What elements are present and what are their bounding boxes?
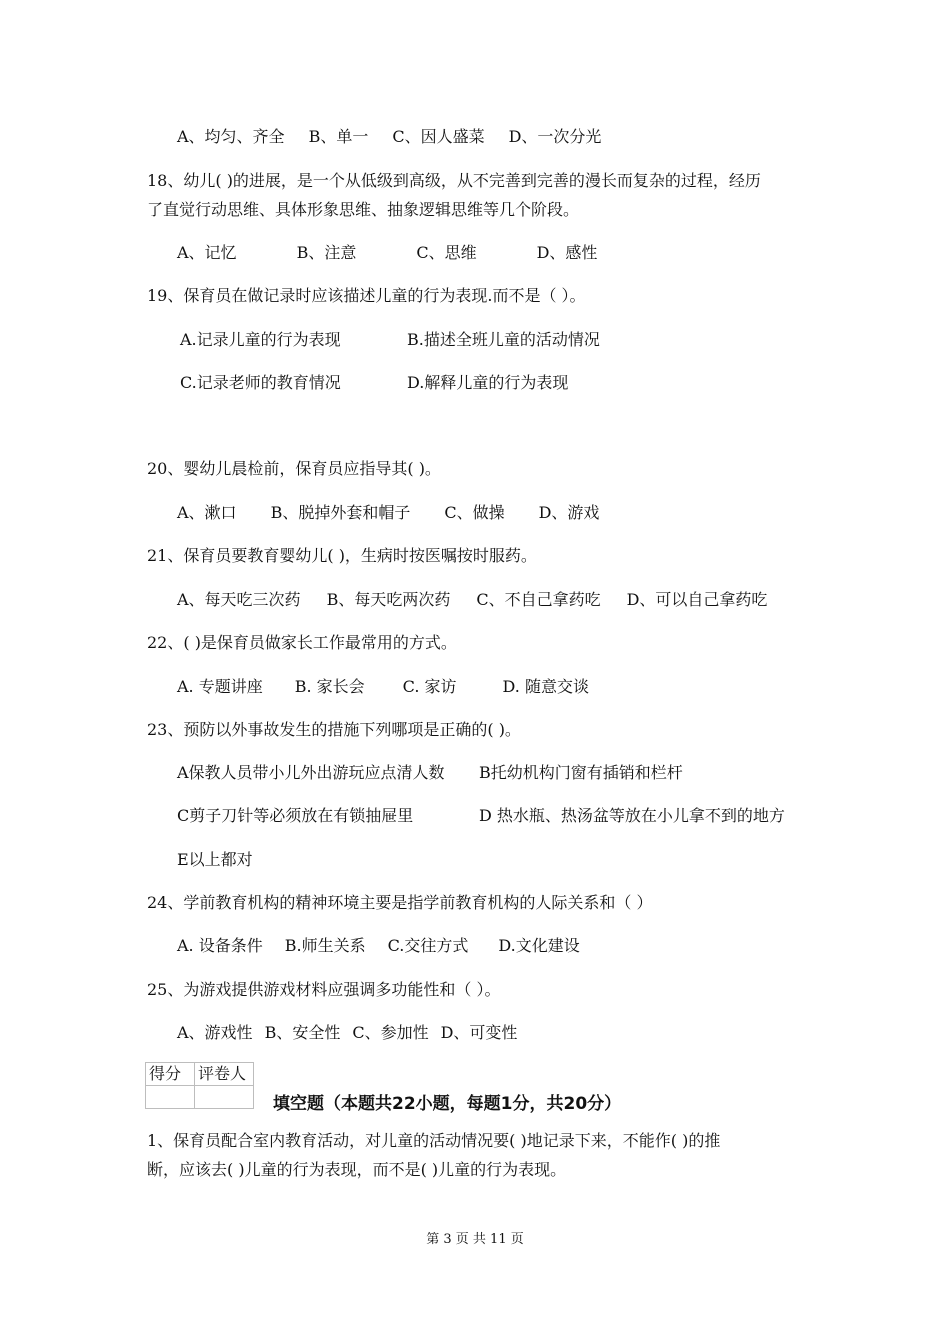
option: D.文化建设 xyxy=(498,936,580,955)
grader-cell[interactable] xyxy=(195,1086,254,1109)
q22-options xyxy=(177,677,589,697)
option: C、因人盛菜 xyxy=(392,127,485,146)
option: D、一次分光 xyxy=(508,127,602,146)
grader-label: 评卷人 xyxy=(195,1063,254,1086)
score-label: 得分 xyxy=(146,1063,195,1086)
question-stem: 1、保育员配合室内教育活动，对儿童的活动情况要( )地记录下来，不能作( )的推 xyxy=(147,1131,721,1150)
option: C、思维 xyxy=(416,243,477,262)
question-stem: 21、保育员要教育婴幼儿( )，生病时按医嘱按时服药。 xyxy=(147,546,537,565)
q20-options xyxy=(177,503,599,523)
question-stem-cont: 了直觉行动思维、具体形象思维、抽象逻辑思维等几个阶段。 xyxy=(147,200,580,219)
option: B. 家长会 xyxy=(294,677,365,696)
question-stem: 24、学前教育机构的精神环境主要是指学前教育机构的人际关系和（ ） xyxy=(147,893,653,912)
q21-options xyxy=(177,590,767,610)
option: D. 随意交谈 xyxy=(502,677,589,696)
score-table xyxy=(145,1062,254,1109)
option: C.记录老师的教育情况 xyxy=(180,373,341,392)
option: A、游戏性 xyxy=(177,1023,253,1042)
question-stem: 19、保育员在做记录时应该描述儿童的行为表现.而不是（ ）。 xyxy=(147,286,586,305)
option: A、均匀、齐全 xyxy=(177,127,285,146)
option: E以上都对 xyxy=(177,850,253,869)
option: C、参加性 xyxy=(352,1023,429,1042)
question-stem: 25、为游戏提供游戏材料应强调多功能性和（ ）。 xyxy=(147,980,501,999)
question-stem: 22、( )是保育员做家长工作最常用的方式。 xyxy=(147,633,457,652)
question-stem: 23、预防以外事故发生的措施下列哪项是正确的( )。 xyxy=(147,720,521,739)
option: D 热水瓶、热汤盆等放在小儿拿不到的地方 xyxy=(479,806,785,825)
option: D、可变性 xyxy=(440,1023,518,1042)
section-title: 填空题（本题共22小题，每题1分，共20分） xyxy=(273,1094,622,1114)
question-stem: 20、婴幼儿晨检前，保育员应指导其( )。 xyxy=(147,459,441,478)
option: B、每天吃两次药 xyxy=(326,590,451,609)
option: C、不自己拿药吃 xyxy=(476,590,601,609)
option: B、脱掉外套和帽子 xyxy=(270,503,411,522)
option: A保教人员带小儿外出游玩应点清人数 xyxy=(177,763,445,782)
option: D、感性 xyxy=(536,243,598,262)
q18-options xyxy=(177,243,597,263)
option: D、可以自己拿药吃 xyxy=(626,590,768,609)
option: B.描述全班儿童的活动情况 xyxy=(407,330,600,349)
option: A、记忆 xyxy=(177,243,237,262)
option: C、做操 xyxy=(444,503,505,522)
option: B、注意 xyxy=(296,243,357,262)
option: A、漱口 xyxy=(177,503,237,522)
option: D.解释儿童的行为表现 xyxy=(407,373,569,392)
option: D、游戏 xyxy=(538,503,600,522)
option: B.师生关系 xyxy=(284,936,366,955)
q24-options xyxy=(177,936,580,956)
option: C. 家访 xyxy=(402,677,457,696)
option: A. 专题讲座 xyxy=(177,677,263,696)
question-stem-cont: 断，应该去( )儿童的行为表现，而不是( )儿童的行为表现。 xyxy=(147,1160,567,1179)
q17-options xyxy=(177,127,601,147)
question-stem: 18、幼儿( )的进展，是一个从低级到高级，从不完善到完善的漫长而复杂的过程，经历 xyxy=(147,171,761,190)
score-cell[interactable] xyxy=(146,1086,195,1109)
q25-options xyxy=(177,1023,517,1043)
option: B托幼机构门窗有插销和栏杆 xyxy=(479,763,683,782)
option: A. 设备条件 xyxy=(177,936,263,955)
option: C.交往方式 xyxy=(387,936,469,955)
option: B、单一 xyxy=(308,127,369,146)
option: C剪子刀针等必须放在有锁抽屉里 xyxy=(177,806,414,825)
option: A.记录儿童的行为表现 xyxy=(180,330,341,349)
option: A、每天吃三次药 xyxy=(177,590,301,609)
option: B、安全性 xyxy=(264,1023,341,1042)
page-number: 第 3 页 共 11 页 xyxy=(426,1232,524,1247)
